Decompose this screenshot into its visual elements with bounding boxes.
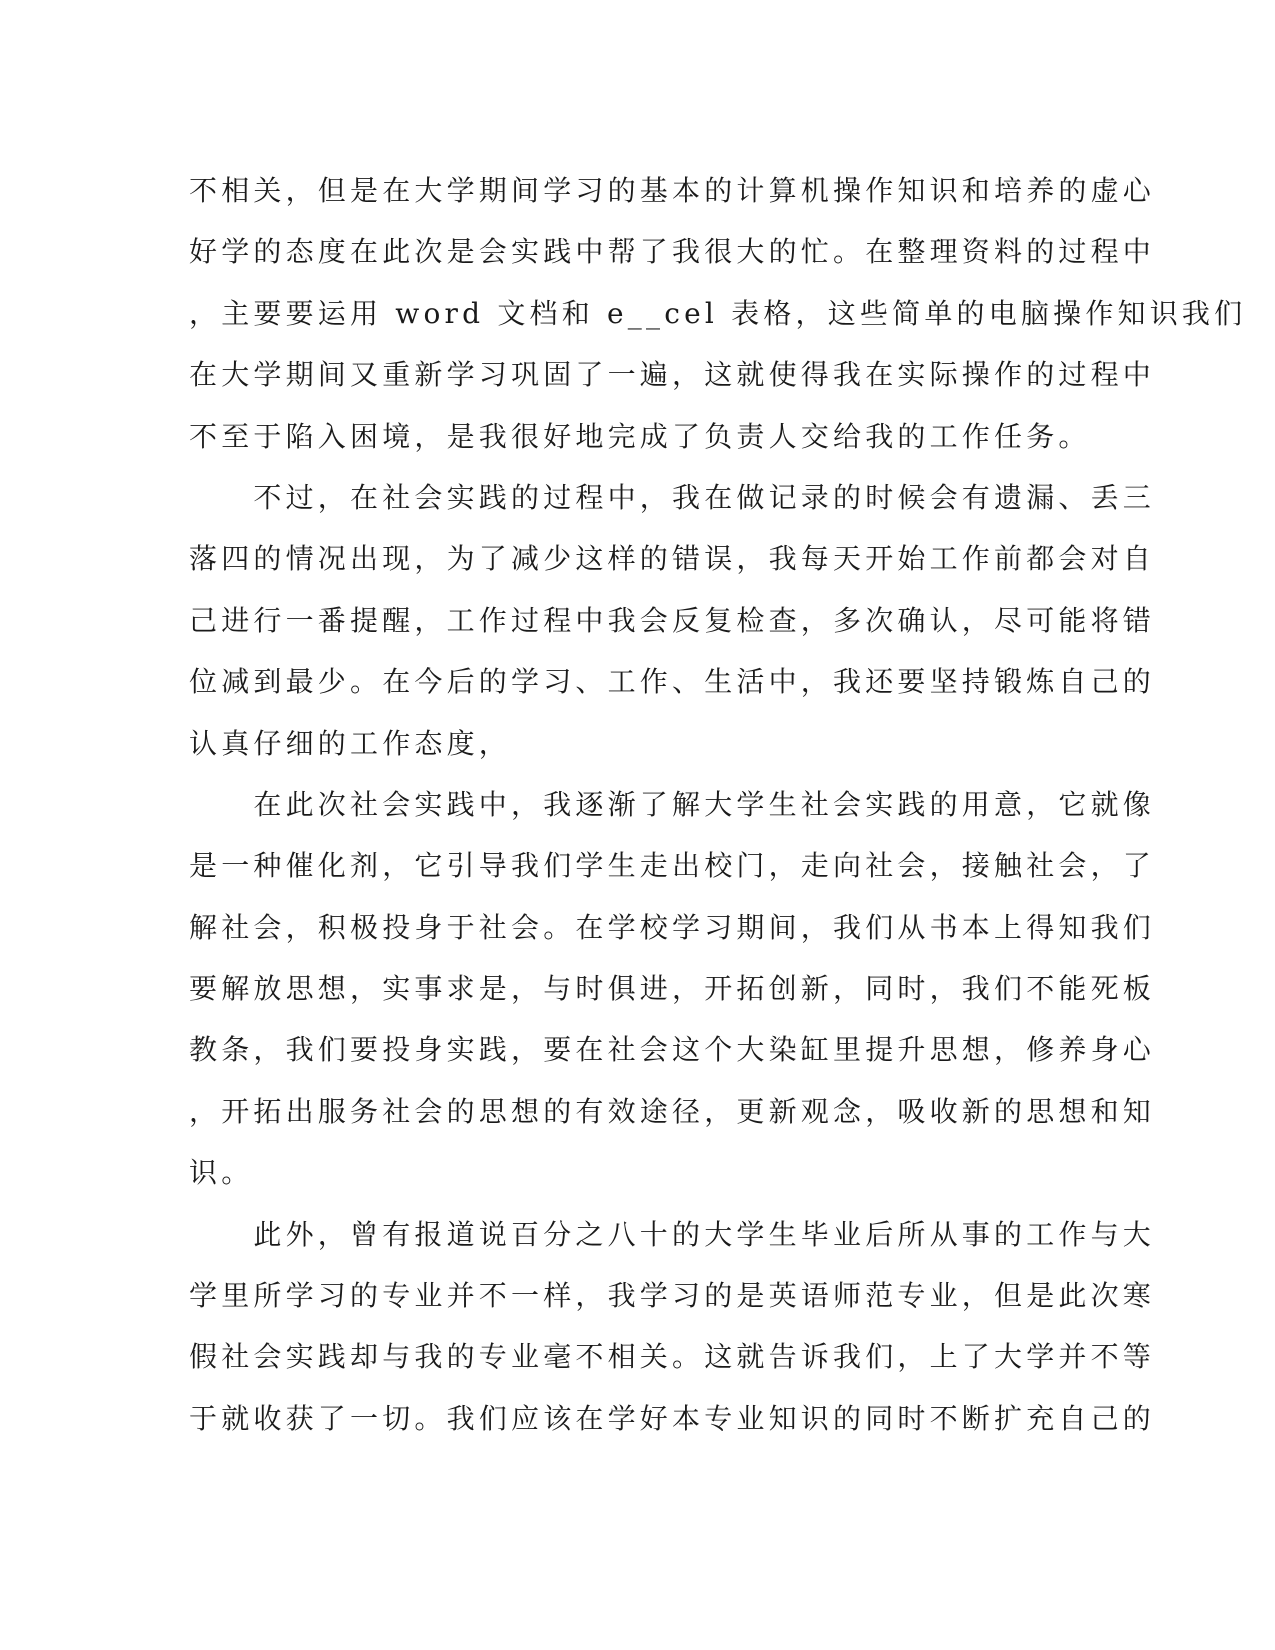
text-line: 要解放思想，实事求是，与时俱进，开拓创新，同时，我们不能死板 [189, 972, 1156, 1006]
text-line: 不相关，但是在大学期间学习的基本的计算机操作知识和培养的虚心 [189, 174, 1156, 207]
text-line: 好学的态度在此次是会实践中帮了我很大的忙。在整理资料的过程中 [189, 235, 1156, 269]
text-line: 在此次社会实践中，我逐渐了解大学生社会实践的用意，它就像 [189, 787, 1156, 821]
text-line: 在大学期间又重新学习巩固了一遍，这就使得我在实际操作的过程中 [189, 358, 1156, 392]
text-line: 于就收获了一切。我们应该在学好本专业知识的同时不断扩充自己的 [189, 1401, 1156, 1435]
text-line: ，主要要运用 word 文档和 e__cel 表格，这些简单的电脑操作知识我们 [189, 296, 1247, 330]
text-line: 不至于陷入困境，是我很好地完成了负责人交给我的工作任务。 [189, 419, 1091, 453]
text-line: 解社会，积极投身于社会。在学校学习期间，我们从书本上得知我们 [189, 910, 1156, 944]
body-text [189, 160, 1247, 1449]
text-line: 识。 [189, 1156, 254, 1190]
text-line: 认真仔细的工作态度， [189, 726, 512, 760]
text-line: 学里所学习的专业并不一样，我学习的是英语师范专业，但是此次寒 [189, 1279, 1156, 1313]
text-line: 落四的情况出现，为了减少这样的错误，我每天开始工作前都会对自 [189, 542, 1156, 576]
text-line: 假社会实践却与我的专业毫不相关。这就告诉我们，上了大学并不等 [189, 1340, 1156, 1374]
text-line: 己进行一番提醒，工作过程中我会反复检查，多次确认，尽可能将错 [189, 603, 1156, 637]
text-line: 是一种催化剂，它引导我们学生走出校门，走向社会，接触社会，了 [189, 849, 1156, 883]
text-line: 教条，我们要投身实践，要在社会这个大染缸里提升思想，修养身心 [189, 1033, 1156, 1067]
text-line: ，开拓出服务社会的思想的有效途径，更新观念，吸收新的思想和知 [189, 1094, 1156, 1128]
text-line: 位减到最少。在今后的学习、工作、生活中，我还要坚持锻炼自己的 [189, 665, 1156, 699]
text-line: 此外，曾有报道说百分之八十的大学生毕业后所从事的工作与大 [189, 1217, 1156, 1251]
text-line: 不过，在社会实践的过程中，我在做记录的时候会有遗漏、丢三 [189, 480, 1156, 514]
